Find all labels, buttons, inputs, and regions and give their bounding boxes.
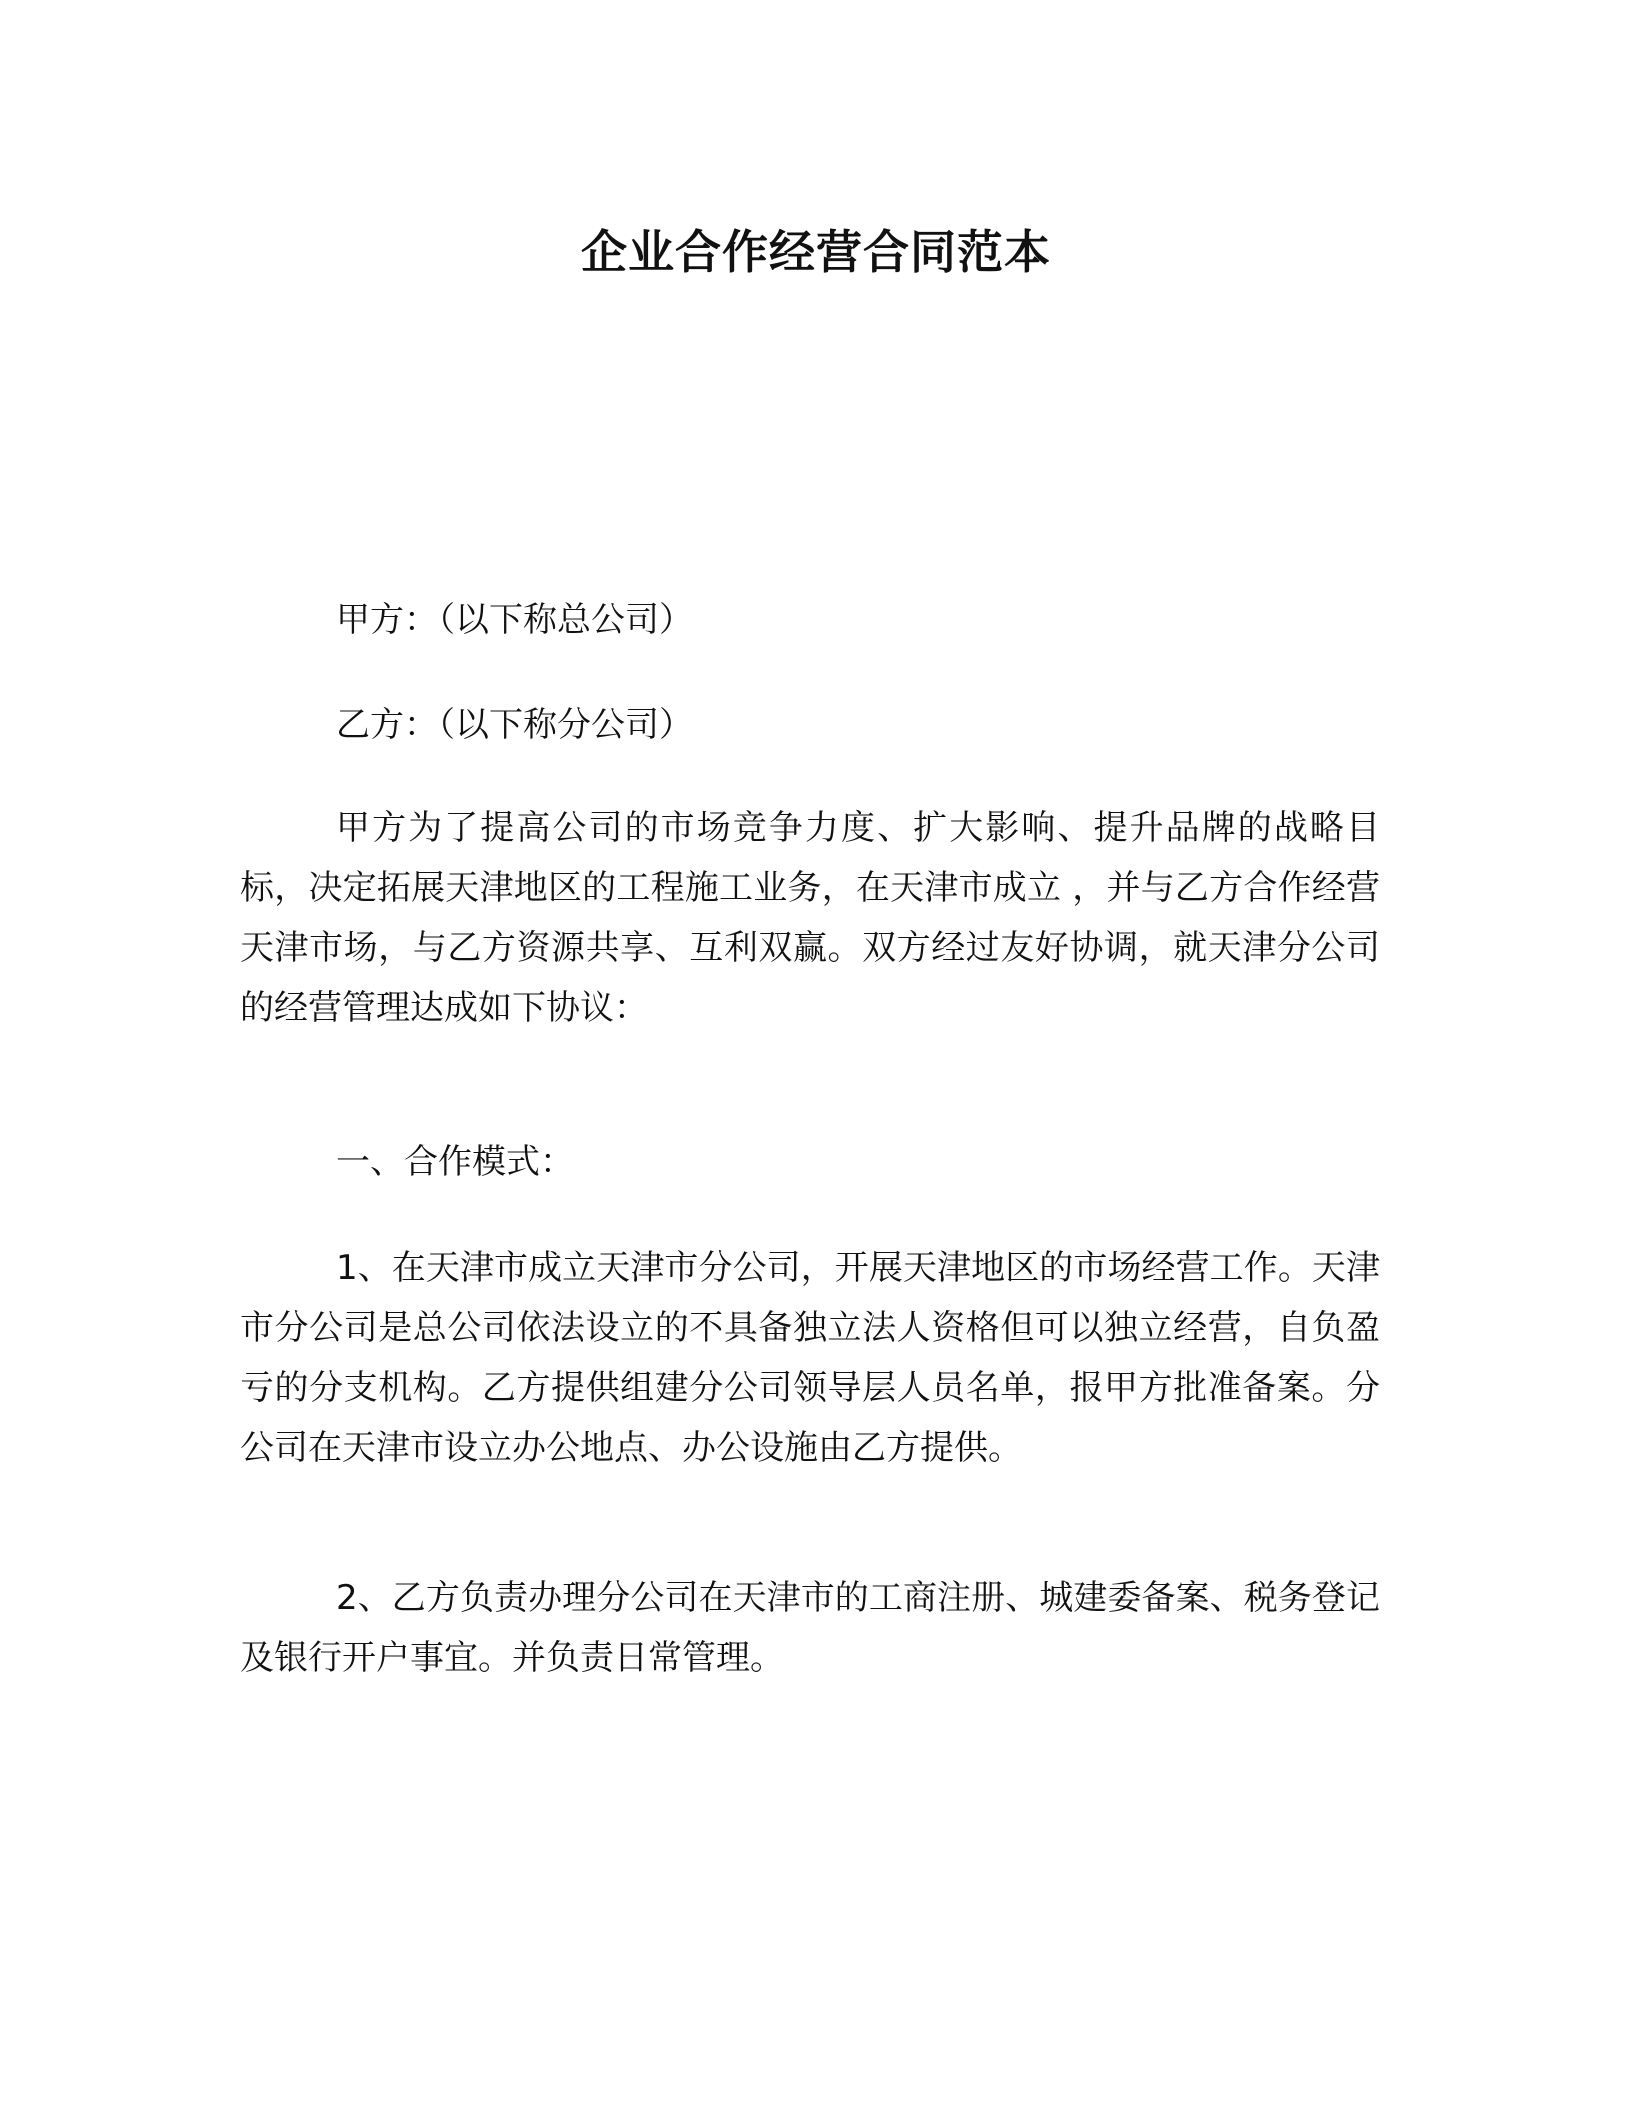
section-1-heading: 一、合作模式： <box>336 1142 574 1182</box>
clause-1-paragraph: 1、在天津市成立天津市分公司，开展天津地区的市场经营工作。天津市分公司是总公司依法设立的不具备独立法人资格但可以独立经营，自负盈亏的分支机构。乙方提供组建分公司领导层人员名单，报甲方批准备案。分公司在天津市设立办公地点、办公设施由乙方提供。 <box>240 1248 1380 1468</box>
party-b-line: 乙方：（以下称分公司） <box>336 705 693 745</box>
party-a-line: 甲方：（以下称总公司） <box>336 600 693 640</box>
document-title: 企业合作经营合同范本 <box>581 225 1051 279</box>
clause-2-paragraph: 2、乙方负责办理分公司在天津市的工商注册、城建委备案、税务登记及银行开户事宜。并负责日常管理。 <box>240 1578 1380 1678</box>
intro-paragraph: 甲方为了提高公司的市场竞争力度、扩大影响、提升品牌的战略目标，决定拓展天津地区的工程施工业务，在天津市成立 ，并与乙方合作经营天津市场，与乙方资源共享、互利双赢。双方经过友好协调，就天津分公司的经营管理达成如下协议： <box>240 808 1380 1028</box>
